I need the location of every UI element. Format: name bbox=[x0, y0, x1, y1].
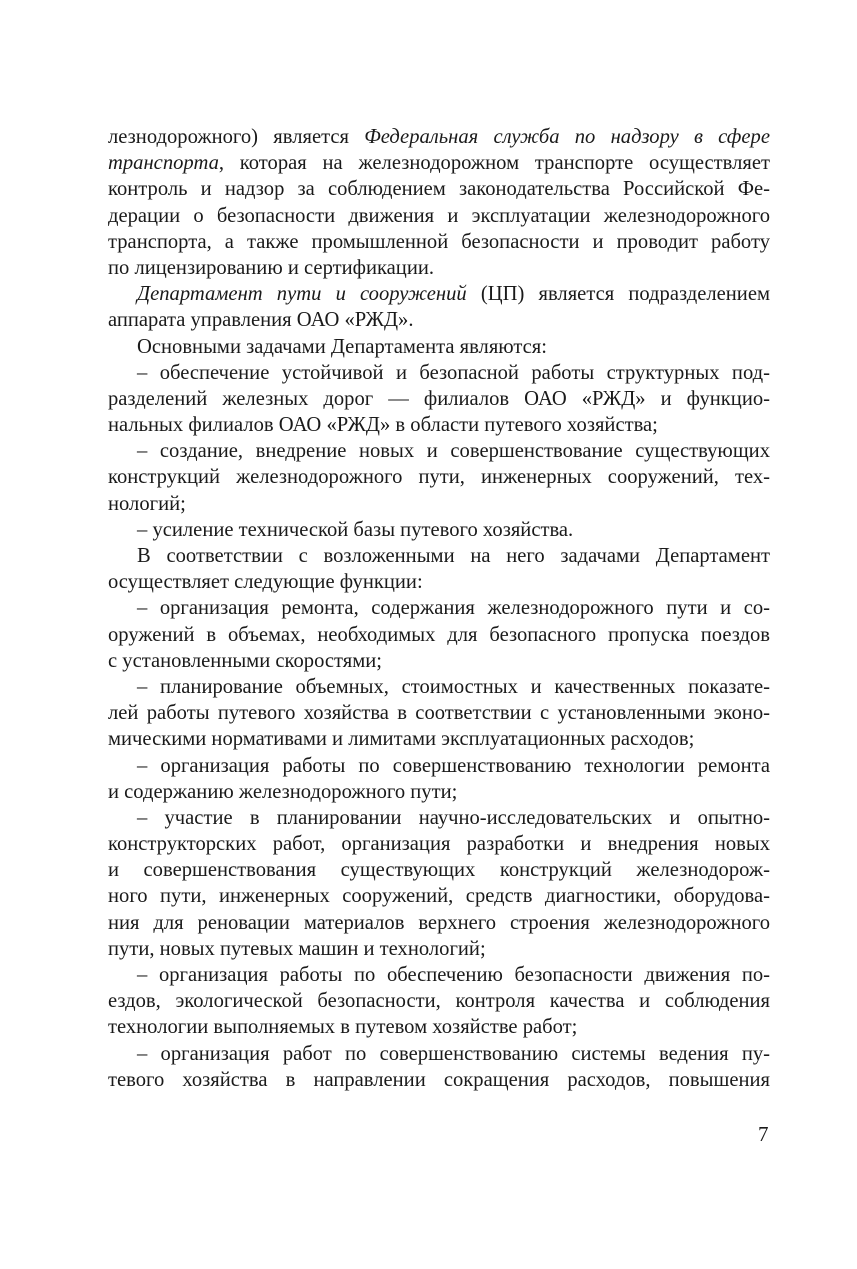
text-line bbox=[108, 674, 770, 700]
text-line bbox=[108, 726, 770, 752]
text-segment: транспорта, а также промышленной безопасности и проводит работу bbox=[108, 230, 770, 253]
text-line bbox=[108, 1041, 770, 1067]
text-segment: пути, новых путевых машин и технологий; bbox=[108, 937, 486, 960]
text-segment: по лицензированию и сертификации. bbox=[108, 256, 435, 279]
text-segment: лей работы путевого хозяйства в соответствии с установленными эконо- bbox=[108, 702, 770, 725]
text-segment: , которая на железнодорожном транспорте осуществляет bbox=[218, 152, 770, 175]
text-line bbox=[108, 124, 770, 150]
text-segment: лезнодорожного) является bbox=[108, 126, 365, 148]
text-line bbox=[108, 176, 770, 202]
text-line bbox=[108, 438, 770, 464]
text-segment: ездов, экологической безопасности, контроля качества и соблюдения bbox=[108, 990, 770, 1013]
text-line bbox=[108, 595, 770, 621]
text-segment: – организация работ по совершенствованию системы ведения пу- bbox=[137, 1042, 770, 1065]
text-line bbox=[108, 229, 770, 255]
text-line bbox=[108, 307, 770, 333]
text-line bbox=[108, 386, 770, 412]
text-line bbox=[108, 831, 770, 857]
text-line bbox=[108, 255, 770, 281]
text-segment: нологий; bbox=[108, 492, 186, 515]
text-line bbox=[108, 203, 770, 229]
text-segment: – организация работы по совершенствованию технологии ремонта bbox=[137, 754, 770, 777]
text-segment: оружений в объемах, необходимых для безопасного пропуска поездов bbox=[108, 623, 770, 646]
text-line bbox=[108, 910, 770, 936]
text-line bbox=[108, 622, 770, 648]
italic-text: Департамент пути и сооружений bbox=[137, 283, 467, 306]
text-segment: конструкций железнодорожного пути, инженерных сооружений, тех- bbox=[108, 466, 770, 489]
text-segment: В соответствии с возложенными на него задачами Департамент bbox=[137, 545, 770, 567]
text-line bbox=[108, 543, 770, 569]
text-segment: – планирование объемных, стоимостных и качественных показате- bbox=[137, 675, 770, 698]
italic-text: Федеральная служба по надзору в сфере bbox=[364, 126, 770, 148]
text-line bbox=[108, 805, 770, 831]
text-line bbox=[108, 883, 770, 909]
text-line bbox=[108, 360, 770, 386]
text-segment: контроль и надзор за соблюдением законодательства Российской Фе- bbox=[108, 178, 770, 201]
text-line bbox=[108, 491, 770, 517]
text-line bbox=[108, 569, 770, 595]
text-segment: разделений железных дорог — филиалов ОАО «РЖД» и функцио- bbox=[108, 387, 770, 410]
text-segment: осуществляет следующие функции: bbox=[108, 571, 423, 594]
text-line bbox=[108, 857, 770, 883]
text-segment: нальных филиалов ОАО «РЖД» в области путевого хозяйства; bbox=[108, 414, 658, 437]
text-line bbox=[108, 150, 770, 176]
text-line bbox=[108, 936, 770, 962]
text-line bbox=[108, 281, 770, 307]
text-line bbox=[108, 988, 770, 1014]
text-line bbox=[108, 517, 770, 543]
text-segment: – создание, внедрение новых и совершенствование существующих bbox=[137, 440, 770, 463]
text-segment: с установленными скоростями; bbox=[108, 649, 383, 672]
text-line bbox=[108, 779, 770, 805]
text-line bbox=[108, 464, 770, 490]
text-segment: (ЦП) является подразделением bbox=[466, 283, 770, 306]
text-line bbox=[108, 753, 770, 779]
text-segment: – обеспечение устойчивой и безопасной работы структурных под- bbox=[137, 361, 770, 384]
text-line bbox=[108, 648, 770, 674]
text-segment: и совершенствования существующих конструкций железнодорож- bbox=[108, 859, 770, 882]
body-text bbox=[108, 124, 770, 1093]
text-line bbox=[108, 334, 770, 360]
text-segment: – участие в планировании научно-исследовательских и опытно- bbox=[137, 806, 770, 829]
page-number: 7 bbox=[758, 1122, 769, 1146]
text-segment: и содержанию железнодорожного пути; bbox=[108, 780, 458, 803]
text-segment: аппарата управления ОАО «РЖД». bbox=[108, 309, 414, 332]
text-segment: дерации о безопасности движения и эксплуатации железнодорожного bbox=[108, 204, 770, 227]
text-segment: – усиление технической базы путевого хозяйства. bbox=[137, 518, 574, 541]
text-segment: ного пути, инженерных сооружений, средств диагностики, оборудова- bbox=[108, 885, 770, 908]
text-segment: тевого хозяйства в направлении сокращения расходов, повышения bbox=[108, 1068, 770, 1091]
text-line bbox=[108, 962, 770, 988]
text-segment: мическими нормативами и лимитами эксплуатационных расходов; bbox=[108, 728, 695, 751]
text-segment: конструкторских работ, организация разработки и внедрения новых bbox=[108, 833, 770, 856]
text-segment: технологии выполняемых в путевом хозяйстве работ; bbox=[108, 1016, 578, 1039]
text-segment: ния для реновации материалов верхнего строения железнодорожного bbox=[108, 911, 770, 934]
text-line bbox=[108, 1067, 770, 1093]
text-segment: – организация ремонта, содержания железнодорожного пути и со- bbox=[137, 597, 770, 620]
text-line bbox=[108, 412, 770, 438]
text-line bbox=[108, 700, 770, 726]
text-segment: Основными задачами Департамента являются: bbox=[137, 335, 548, 358]
italic-text: транспорта bbox=[108, 152, 219, 175]
text-line bbox=[108, 1014, 770, 1040]
text-segment: – организация работы по обеспечению безопасности движения по- bbox=[137, 964, 770, 986]
